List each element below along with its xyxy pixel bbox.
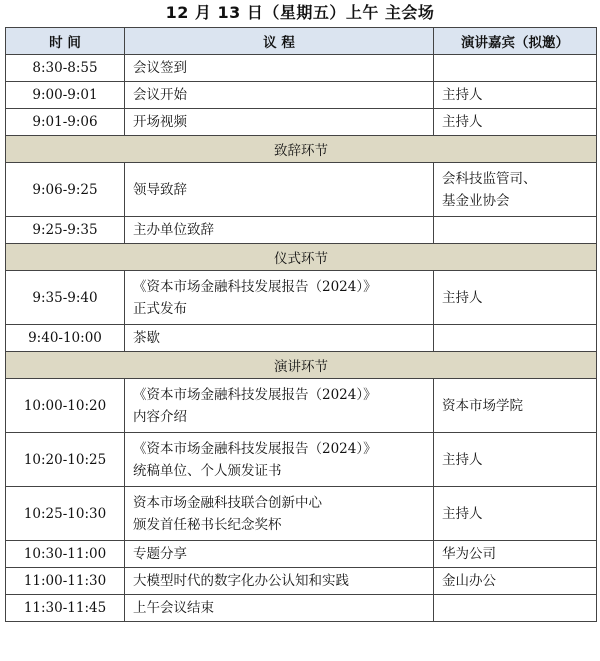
speaker-cell <box>434 325 597 352</box>
agenda-item-cell <box>125 163 434 217</box>
agenda-table <box>5 27 597 622</box>
time-cell: 8:30-8:55 <box>6 55 125 82</box>
time-cell: 9:00-9:01 <box>6 82 125 109</box>
column-header-time: 时 间 <box>6 28 125 55</box>
agenda-item-text: 上午会议结束 <box>133 600 214 616</box>
speaker-cell <box>434 541 597 568</box>
agenda-item-cell <box>125 541 434 568</box>
speaker-text: 主持人 <box>442 451 483 468</box>
agenda-item-text: 专题分享 <box>133 546 187 562</box>
speaker-text: 基金业协会 <box>442 192 510 209</box>
time-cell: 10:20-10:25 <box>6 433 125 487</box>
time-cell: 10:30-11:00 <box>6 541 125 568</box>
agenda-item-cell <box>125 568 434 595</box>
column-header-agenda: 议 程 <box>125 28 434 55</box>
speaker-cell <box>434 109 597 136</box>
time-cell: 10:00-10:20 <box>6 379 125 433</box>
time-cell: 11:30-11:45 <box>6 595 125 622</box>
agenda-item-text: 领导致辞 <box>133 181 187 198</box>
agenda-row <box>6 163 597 217</box>
time-cell: 9:40-10:00 <box>6 325 125 352</box>
agenda-item-cell <box>125 433 434 487</box>
speaker-cell <box>434 379 597 433</box>
speaker-cell <box>434 433 597 487</box>
agenda-item-cell <box>125 82 434 109</box>
section-title: 演讲环节 <box>6 352 597 379</box>
agenda-item-cell <box>125 271 434 325</box>
speaker-text: 主持人 <box>442 289 483 306</box>
agenda-row <box>6 379 597 433</box>
agenda-row <box>6 271 597 325</box>
column-header-speaker: 演讲嘉宾（拟邀） <box>434 28 597 55</box>
time-cell: 11:00-11:30 <box>6 568 125 595</box>
speaker-text: 资本市场学院 <box>442 397 523 414</box>
agenda-item-text: 会议签到 <box>133 60 187 76</box>
agenda-item-text: 正式发布 <box>133 300 187 317</box>
agenda-item-text: 会议开始 <box>133 87 187 103</box>
agenda-row <box>6 55 597 82</box>
speaker-cell <box>434 217 597 244</box>
speaker-cell <box>434 163 597 217</box>
page-title: 12 月 13 日（星期五）上午 主会场 <box>165 3 435 22</box>
agenda-item-text: 《资本市场金融科技发展报告（2024）》 <box>133 278 377 295</box>
section-title: 仪式环节 <box>6 244 597 271</box>
speaker-text: 主持人 <box>442 87 483 103</box>
time-cell: 9:01-9:06 <box>6 109 125 136</box>
speaker-cell <box>434 595 597 622</box>
speaker-cell <box>434 487 597 541</box>
speaker-text: 金山办公 <box>442 573 496 589</box>
agenda-item-text: 内容介绍 <box>133 408 187 425</box>
agenda-item-text: 资本市场金融科技联合创新中心 <box>133 494 322 511</box>
agenda-row <box>6 568 597 595</box>
agenda-item-text: 大模型时代的数字化办公认知和实践 <box>133 573 349 589</box>
agenda-row <box>6 217 597 244</box>
agenda-row <box>6 325 597 352</box>
agenda-item-cell <box>125 109 434 136</box>
speaker-cell <box>434 55 597 82</box>
agenda-item-text: 《资本市场金融科技发展报告（2024）》 <box>133 386 377 403</box>
speaker-cell <box>434 82 597 109</box>
agenda-item-cell <box>125 55 434 82</box>
time-cell: 9:06-9:25 <box>6 163 125 217</box>
time-cell: 9:35-9:40 <box>6 271 125 325</box>
agenda-row <box>6 82 597 109</box>
speaker-cell <box>434 271 597 325</box>
section-row <box>6 352 597 379</box>
section-title: 致辞环节 <box>6 136 597 163</box>
agenda-row <box>6 433 597 487</box>
agenda-row <box>6 541 597 568</box>
section-row <box>6 244 597 271</box>
agenda-item-text: 统稿单位、个人颁发证书 <box>133 462 282 479</box>
agenda-item-text: 《资本市场金融科技发展报告（2024）》 <box>133 440 377 457</box>
speaker-text: 主持人 <box>442 505 483 522</box>
agenda-item-cell <box>125 595 434 622</box>
agenda-item-text: 主办单位致辞 <box>133 222 214 238</box>
speaker-cell <box>434 568 597 595</box>
agenda-row <box>6 109 597 136</box>
section-row <box>6 136 597 163</box>
agenda-item-cell <box>125 487 434 541</box>
agenda-item-text: 开场视频 <box>133 114 187 130</box>
speaker-text: 主持人 <box>442 114 483 130</box>
agenda-item-cell <box>125 379 434 433</box>
speaker-text: 华为公司 <box>442 546 496 562</box>
agenda-item-text: 茶歇 <box>133 330 160 346</box>
time-cell: 10:25-10:30 <box>6 487 125 541</box>
time-cell: 9:25-9:35 <box>6 217 125 244</box>
header-row <box>6 28 597 55</box>
agenda-row <box>6 595 597 622</box>
speaker-text: 会科技监管司、 <box>442 170 537 187</box>
agenda-row <box>6 487 597 541</box>
agenda-item-text: 颁发首任秘书长纪念奖杯 <box>133 516 282 533</box>
agenda-item-cell <box>125 325 434 352</box>
agenda-body <box>6 55 597 622</box>
agenda-item-cell <box>125 217 434 244</box>
